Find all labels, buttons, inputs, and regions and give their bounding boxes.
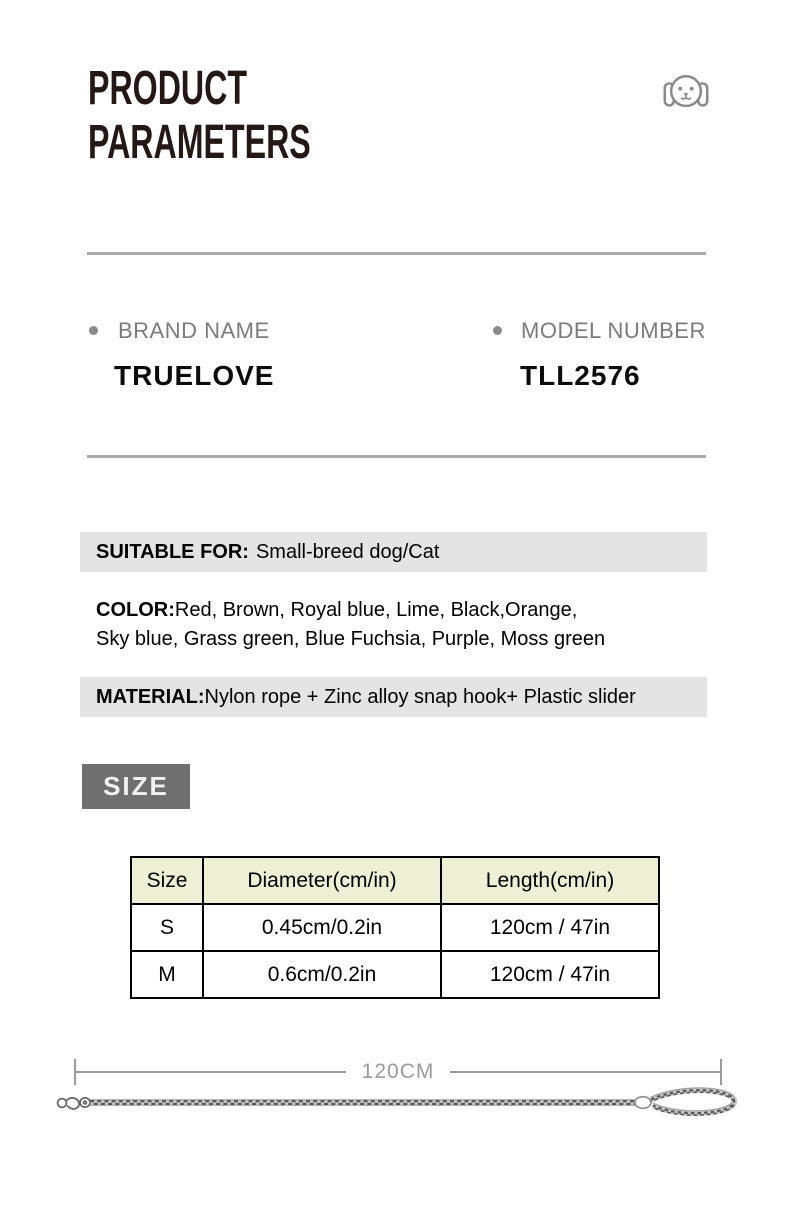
brand-name-value: TRUELOVE [114,360,275,391]
measure-line [74,1059,722,1085]
measure-line-left [74,1071,346,1073]
material-value: Nylon rope + Zinc alloy snap hook+ Plastic slider [204,685,636,708]
measure-tick-right [720,1059,722,1085]
size-m-length-cell: 120cm / 47in [441,951,659,998]
length-measurement [74,1059,722,1085]
size-s-cell: S [131,904,203,951]
page-title-line1: PRODUCT [88,62,248,115]
rope-leash-illustration [52,1085,742,1138]
page-title [88,62,311,170]
suitable-for-bar [80,532,707,572]
page-title-line2: PARAMETERS [88,116,311,169]
size-table-header-diameter: Diameter(cm/in) [203,857,441,904]
color-value-line1: Red, Brown, Royal blue, Lime, Black,Orange, [174,599,578,621]
material-label: MATERIAL: [96,685,205,708]
dog-face-icon [663,71,709,120]
table-row [131,904,659,951]
measure-line-right [450,1071,722,1073]
measure-tick-left [74,1059,76,1085]
size-table-header-size: Size [131,857,203,904]
size-s-length-cell: 120cm / 47in [441,904,659,951]
size-table [130,856,660,999]
suitable-for-label: SUITABLE FOR: [96,540,249,563]
color-spec [96,596,605,654]
divider-bottom [87,455,706,458]
size-s-diameter-cell: 0.45cm/0.2in [203,904,441,951]
model-bullet-icon [493,326,502,335]
suitable-for-value: Small-breed dog/Cat [255,540,440,563]
size-heading-label: SIZE [103,771,169,801]
size-section-heading [82,764,190,809]
model-number-label: MODEL NUMBER [521,318,706,343]
color-label: COLOR: [96,599,175,621]
color-spec-line1 [96,596,605,625]
measure-value: 120CM [361,1060,435,1083]
brand-name-label: BRAND NAME [118,318,270,343]
table-row [131,951,659,998]
color-value-line2: Sky blue, Grass green, Blue Fuchsia, Purple, Moss green [96,628,606,650]
size-table-header-row [131,857,659,904]
brand-bullet-icon [89,326,98,335]
color-spec-line2 [96,625,605,654]
material-bar [80,677,707,717]
size-m-cell: M [131,951,203,998]
size-table-header-length: Length(cm/in) [441,857,659,904]
size-m-diameter-cell: 0.6cm/0.2in [203,951,441,998]
divider-top [87,252,706,255]
model-number-value: TLL2576 [520,360,641,391]
